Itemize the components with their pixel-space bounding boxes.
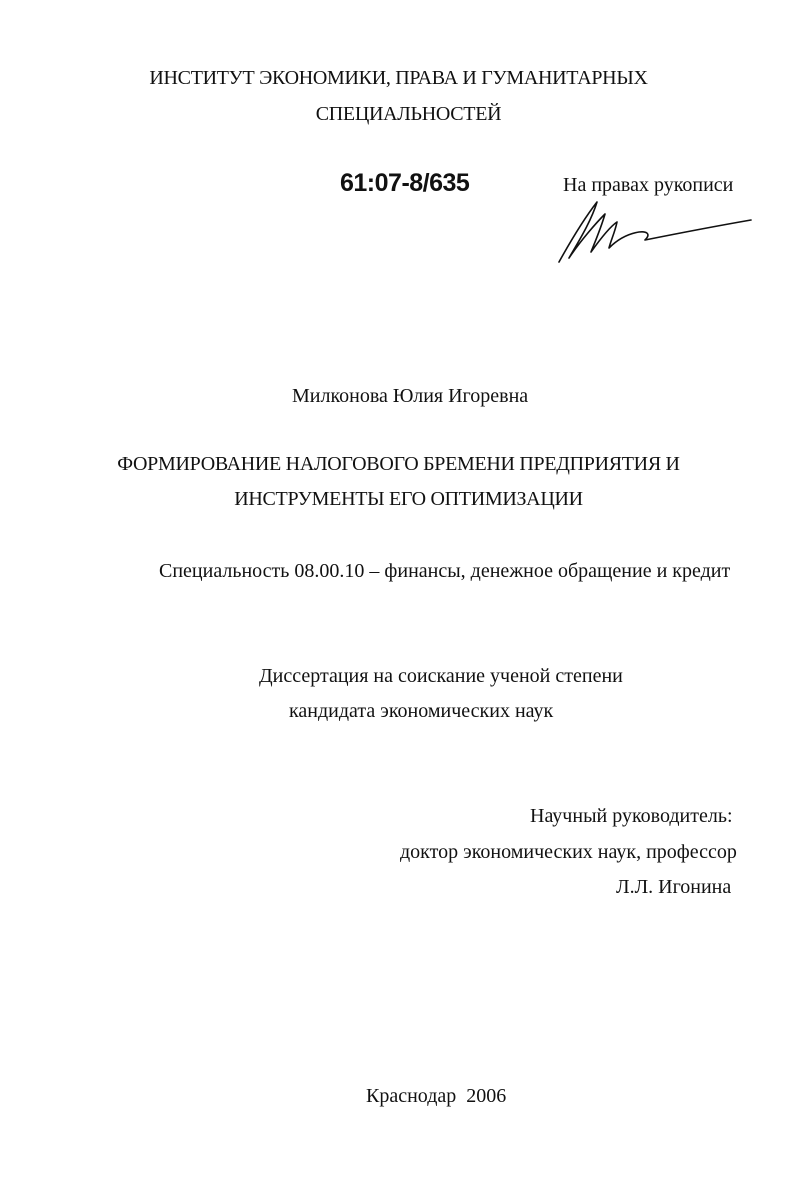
supervisor-name: Л.Л. Игонина	[616, 876, 732, 898]
author-name: Милконова Юлия Игоревна	[292, 385, 529, 407]
supervisor-credentials: доктор экономических наук, профессор	[400, 841, 737, 863]
institute-name-line-1: ИНСТИТУТ ЭКОНОМИКИ, ПРАВА И ГУМАНИТАРНЫХ	[149, 67, 648, 89]
signature-icon	[555, 196, 755, 268]
dissertation-title-line-2: ИНСТРУМЕНТЫ ЕГО ОПТИМИЗАЦИИ	[234, 488, 583, 510]
degree-line-1: Диссертация на соискание ученой степени	[259, 665, 623, 687]
degree-line-2: кандидата экономических наук	[289, 700, 554, 722]
institute-name-line-2: СПЕЦИАЛЬНОСТЕЙ	[315, 103, 502, 125]
archive-code: 61:07-8/635	[340, 169, 470, 197]
specialty-line: Специальность 08.00.10 – финансы, денежное обращение и кредит	[159, 560, 731, 582]
manuscript-rights-note: На правах рукописи	[563, 174, 734, 196]
dissertation-title-line-1: ФОРМИРОВАНИЕ НАЛОГОВОГО БРЕМЕНИ ПРЕДПРИЯТИЯ И	[117, 453, 680, 475]
supervisor-label: Научный руководитель:	[530, 805, 733, 827]
city-year: Краснодар 2006	[366, 1085, 507, 1107]
